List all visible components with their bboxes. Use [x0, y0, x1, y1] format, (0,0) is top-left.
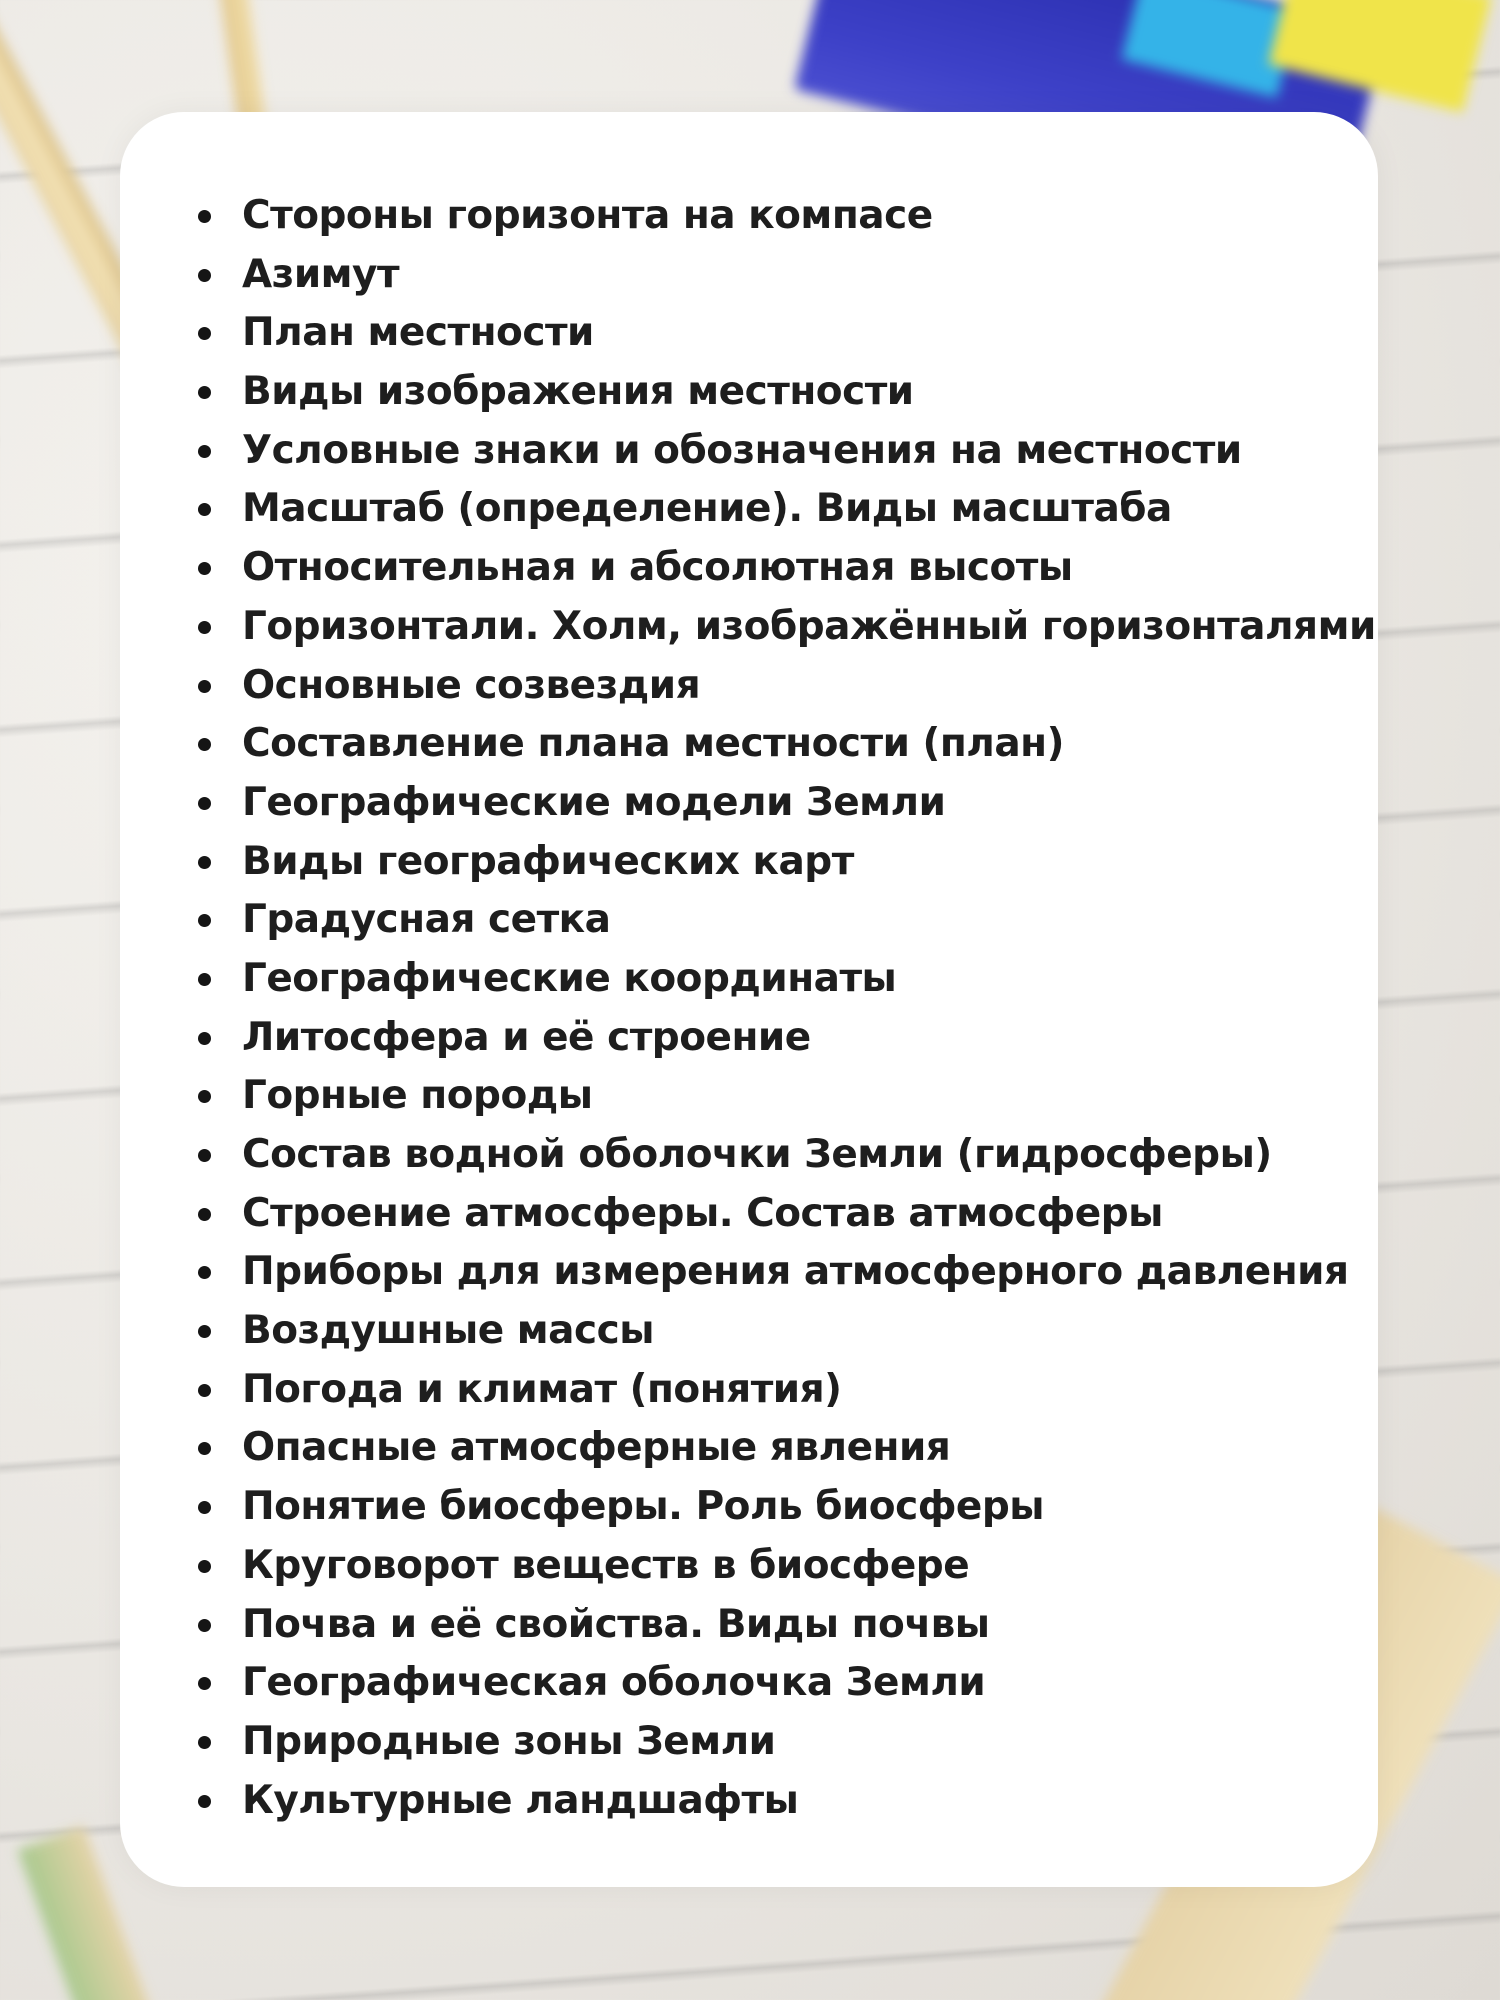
bullet-icon [198, 1208, 211, 1221]
bullet-icon [198, 1736, 211, 1749]
bullet-icon [198, 973, 211, 986]
bullet-icon [198, 680, 211, 693]
list-item-text: Круговорот веществ в биосфере [242, 1542, 970, 1588]
bullet-icon [198, 856, 211, 869]
list-item [190, 833, 1350, 892]
list-item-text: Азимут [242, 251, 400, 297]
list-item [190, 422, 1350, 481]
list-item-text: Природные зоны Земли [242, 1718, 776, 1764]
list-item-text: Горизонтали. Холм, изображённый горизонталями [242, 603, 1376, 649]
list-item [190, 1185, 1350, 1244]
list-item [190, 246, 1350, 305]
list-item [190, 480, 1350, 539]
list-item [190, 1419, 1350, 1478]
list-item-text: Градусная сетка [242, 897, 611, 943]
list-item [190, 1067, 1350, 1126]
list-item [190, 1478, 1350, 1537]
list-item-text: Географические координаты [242, 955, 897, 1001]
bullet-icon [198, 1795, 211, 1808]
topics-list [190, 187, 1376, 1830]
list-item-text: Состав водной оболочки Земли (гидросферы) [242, 1132, 1272, 1177]
list-item-text: Условные знаки и обозначения на местности [242, 427, 1242, 473]
list-item-text: Относительная и абсолютная высоты [242, 545, 1073, 591]
list-item [190, 1537, 1350, 1596]
list-item-text: Масштаб (определение). Виды масштаба [242, 486, 1172, 532]
list-item-text: Географическая оболочка Земли [242, 1660, 986, 1706]
list-item [190, 657, 1350, 716]
list-item [190, 1302, 1350, 1361]
list-item-text: Приборы для измерения атмосферного давления [242, 1249, 1349, 1295]
list-item [190, 950, 1350, 1009]
list-item [190, 715, 1350, 774]
bullet-icon [198, 269, 211, 282]
list-item [190, 1243, 1350, 1302]
bullet-icon [198, 1325, 211, 1338]
list-item [190, 891, 1350, 950]
list-item [190, 1654, 1350, 1713]
bullet-icon [198, 621, 211, 634]
bullet-icon [198, 1090, 211, 1103]
bullet-icon [198, 1266, 211, 1279]
bullet-icon [198, 562, 211, 575]
bullet-icon [198, 1619, 211, 1632]
list-item-text: Горные породы [242, 1073, 593, 1119]
list-item-text: План местности [242, 310, 594, 356]
bullet-icon [198, 386, 211, 399]
list-item-text: Строение атмосферы. Состав атмосферы [242, 1190, 1163, 1236]
list-item [190, 774, 1350, 833]
list-item-text: Почва и её свойства. Виды почвы [242, 1601, 990, 1647]
bullet-icon [198, 1149, 211, 1162]
list-item-text: Стороны горизонта на компасе [242, 193, 933, 238]
list-item [190, 539, 1350, 598]
bullet-icon [198, 1501, 211, 1514]
bullet-icon [198, 1032, 211, 1045]
bullet-icon [198, 1442, 211, 1455]
list-item [190, 1009, 1350, 1068]
list-item-text: Воздушные массы [242, 1308, 654, 1354]
list-item-text: Виды изображения местности [242, 369, 914, 415]
list-item [190, 187, 1350, 246]
bullet-icon [198, 210, 211, 223]
list-item-text: Географические модели Земли [242, 779, 946, 825]
list-item [190, 1126, 1350, 1185]
list-item [190, 1596, 1350, 1655]
list-item [190, 363, 1350, 422]
list-item [190, 598, 1376, 657]
list-item [190, 1713, 1350, 1772]
bullet-icon [198, 1560, 211, 1573]
list-item-text: Составление плана местности (план) [242, 721, 1064, 767]
list-item-text: Основные созвездия [242, 662, 701, 708]
bullet-icon [198, 797, 211, 810]
list-item-text: Опасные атмосферные явления [242, 1425, 951, 1471]
bullet-icon [198, 738, 211, 751]
list-item-text: Погода и климат (понятия) [242, 1366, 842, 1412]
bullet-icon [198, 503, 211, 516]
list-item-text: Понятие биосферы. Роль биосферы [242, 1484, 1045, 1530]
list-item-text: Виды географических карт [242, 838, 854, 884]
bullet-icon [198, 1384, 211, 1397]
bullet-icon [198, 1677, 211, 1690]
bullet-icon [198, 445, 211, 458]
bullet-icon [198, 914, 211, 927]
list-item [190, 304, 1350, 363]
list-item-text: Культурные ландшафты [242, 1777, 799, 1823]
list-item-text: Литосфера и её строение [242, 1014, 811, 1060]
topics-card [120, 112, 1378, 1887]
list-item [190, 1772, 1350, 1831]
list-item [190, 1361, 1350, 1420]
bullet-icon [198, 327, 211, 340]
